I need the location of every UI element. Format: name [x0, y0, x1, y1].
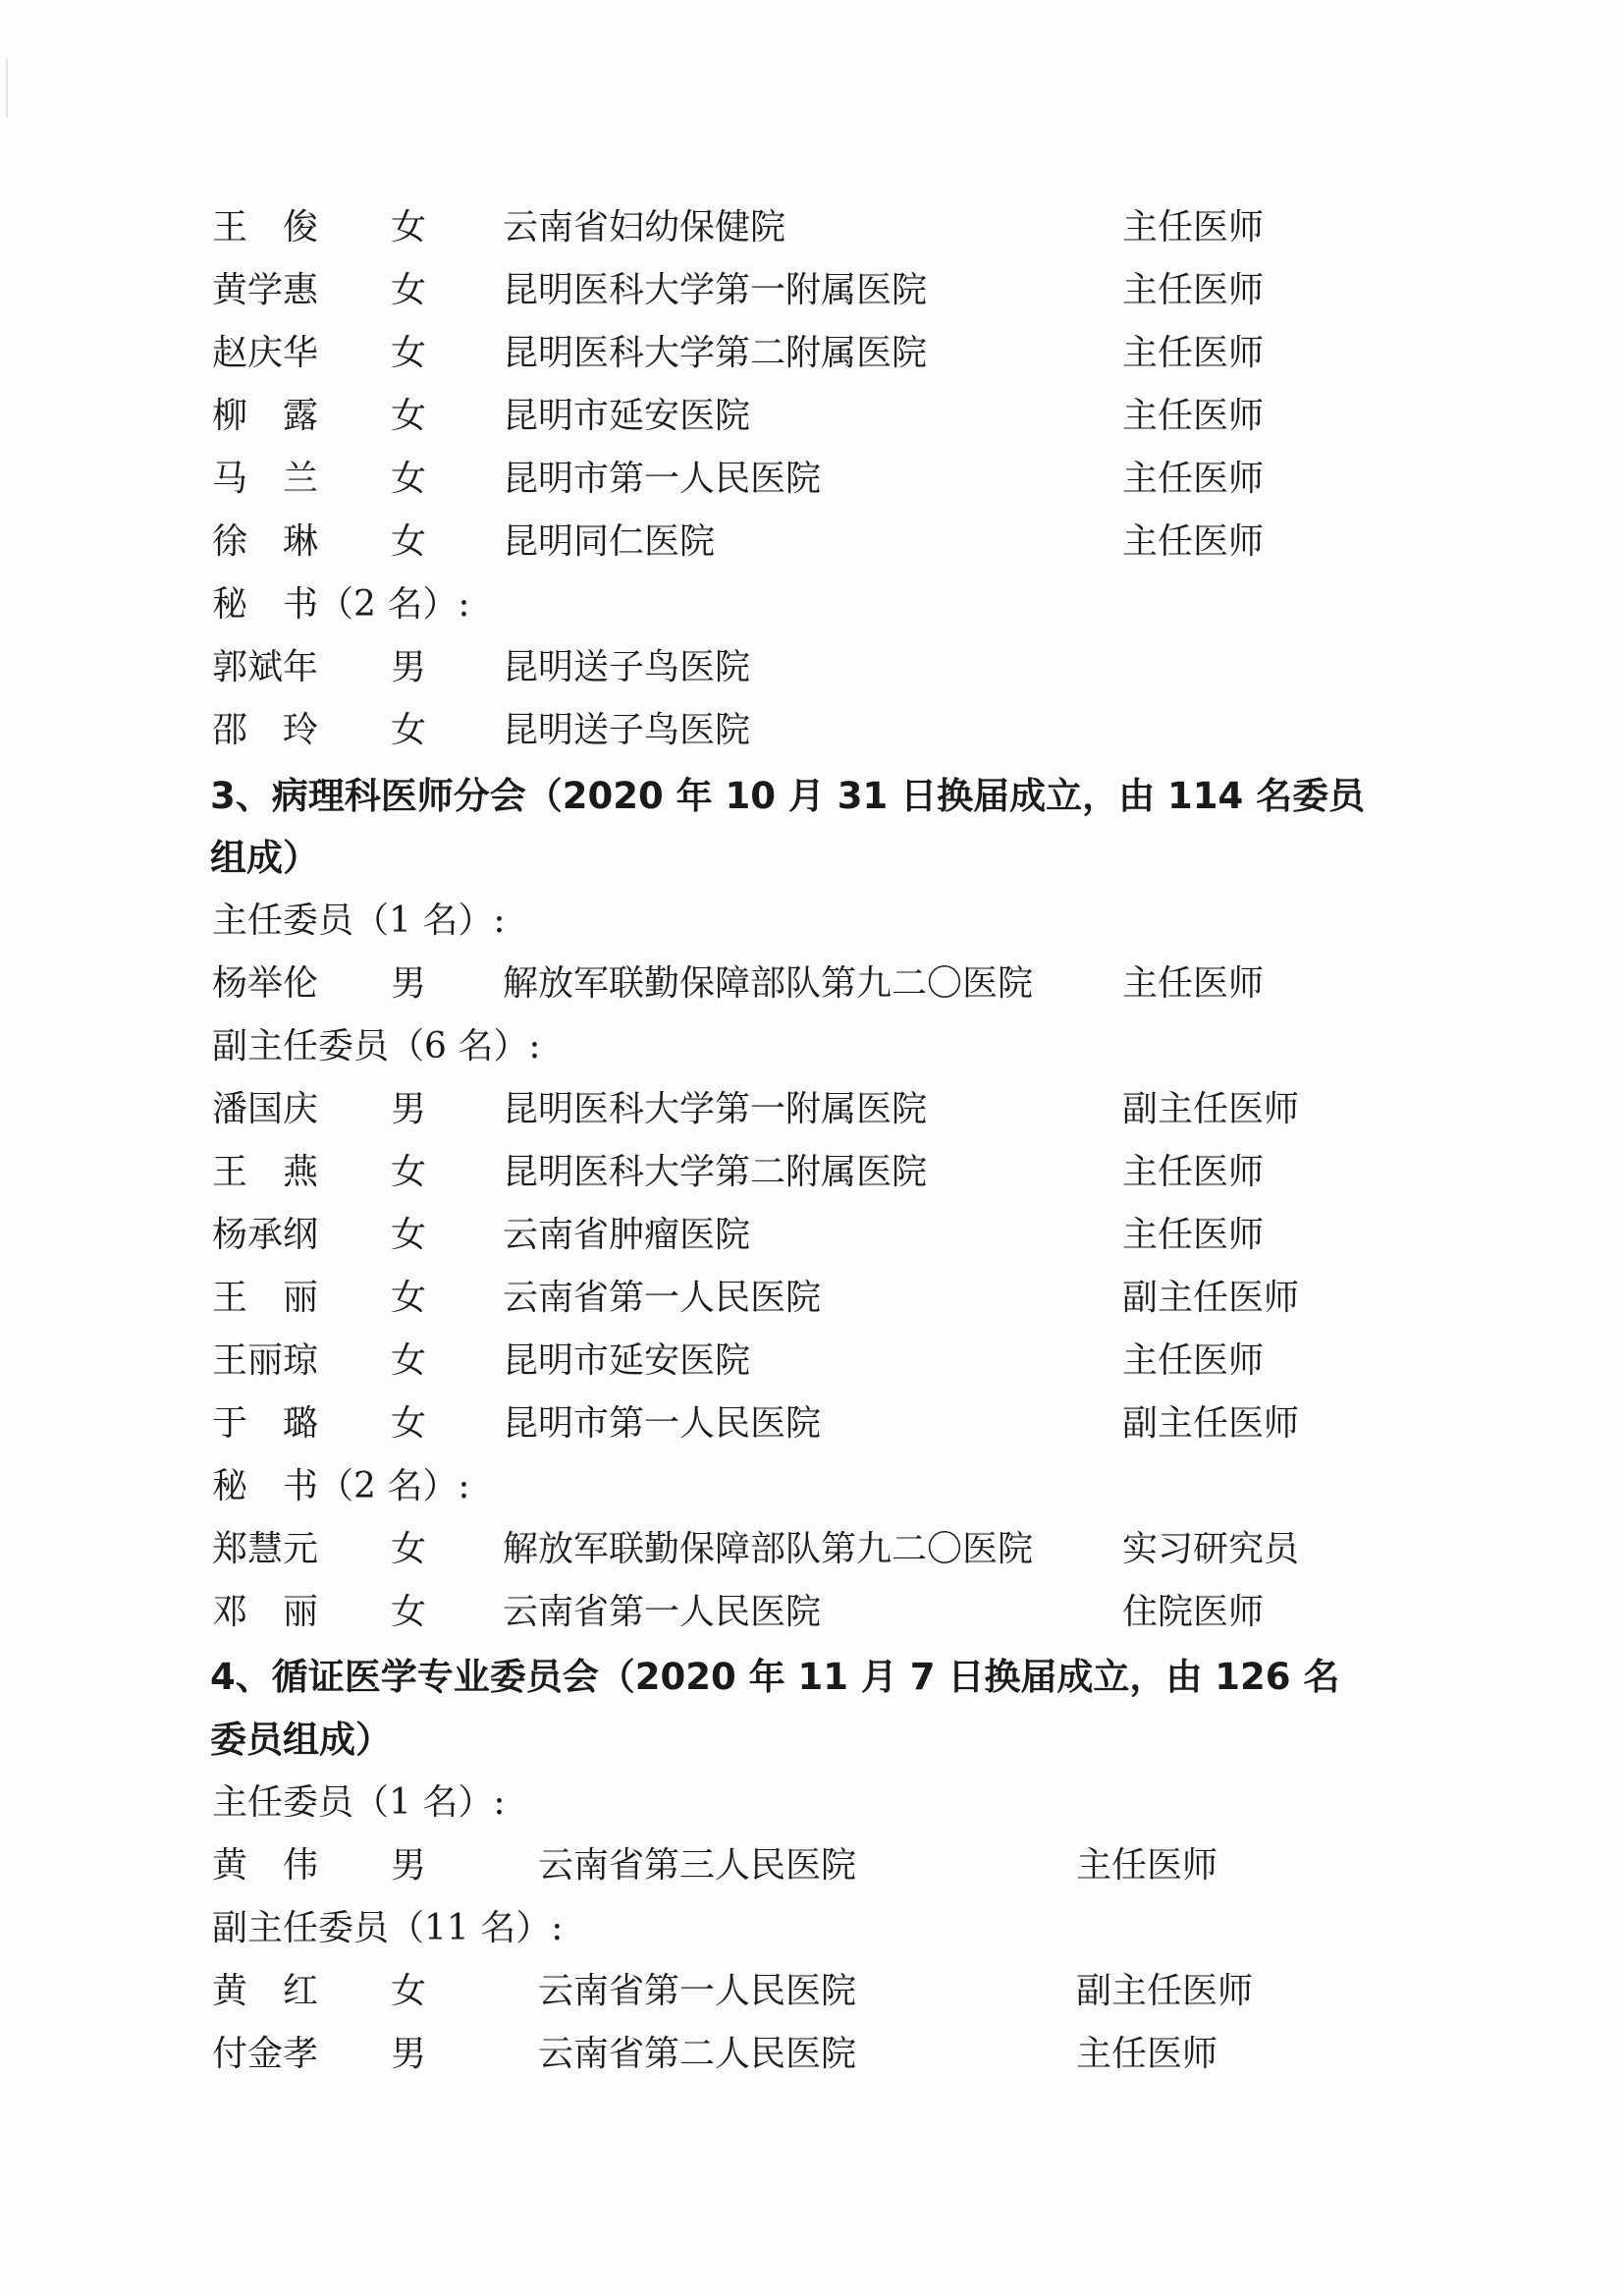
vice-chair-label: 副主任委员（11 名）: [212, 1908, 564, 1948]
member-name: 柳 露 [212, 396, 319, 436]
member-org: 昆明市第一人民医院 [503, 459, 822, 499]
member-name: 黄 红 [212, 1971, 319, 2011]
member-org: 云南省第二人民医院 [538, 2034, 857, 2074]
member-gender: 女 [391, 710, 427, 750]
member-title: 主任医师 [1076, 1845, 1218, 1886]
member-gender: 女 [391, 459, 427, 499]
member-name: 郭斌年 [212, 647, 319, 687]
member-gender: 女 [391, 1592, 427, 1632]
member-title: 副主任医师 [1122, 1278, 1300, 1318]
chair-label: 主任委员（1 名）: [212, 901, 506, 941]
member-name: 郑慧元 [212, 1529, 319, 1569]
member-title: 住院医师 [1122, 1592, 1265, 1632]
member-row [0, 1330, 1623, 1393]
member-row [0, 448, 1623, 511]
member-title: 主任医师 [1122, 270, 1265, 310]
member-row [0, 259, 1623, 322]
member-row [0, 953, 1623, 1015]
member-org: 昆明市第一人民医院 [503, 1403, 822, 1444]
member-row [0, 2023, 1623, 2086]
member-title: 主任医师 [1122, 1152, 1265, 1192]
member-title: 主任医师 [1122, 207, 1265, 247]
member-org: 昆明医科大学第二附属医院 [503, 1152, 928, 1192]
member-title: 主任医师 [1122, 459, 1265, 499]
member-name: 杨承纲 [212, 1215, 319, 1255]
member-row [0, 1204, 1623, 1267]
member-row [0, 1267, 1623, 1330]
member-name: 王 丽 [212, 1278, 319, 1318]
member-gender: 女 [391, 1340, 427, 1381]
member-org: 云南省第三人民医院 [538, 1845, 857, 1886]
member-title: 主任医师 [1076, 2034, 1218, 2074]
member-org: 云南省妇幼保健院 [503, 207, 786, 247]
member-name: 王 俊 [212, 207, 319, 247]
member-gender: 女 [391, 1278, 427, 1318]
member-row [0, 1834, 1623, 1897]
member-row [0, 1960, 1623, 2023]
member-org: 昆明送子鸟医院 [503, 710, 751, 750]
member-title: 主任医师 [1122, 963, 1265, 1004]
section-heading: 4、循证医学专业委员会（2020 年 11 月 7 日换届成立，由 126 名 [210, 1656, 1340, 1698]
member-row [0, 322, 1623, 385]
member-title: 主任医师 [1122, 333, 1265, 373]
member-gender: 女 [391, 521, 427, 562]
member-name: 赵庆华 [212, 333, 319, 373]
vice-chair-label: 副主任委员（6 名）: [212, 1026, 541, 1066]
member-name: 徐 琳 [212, 521, 319, 562]
member-name: 黄学惠 [212, 270, 319, 310]
member-name: 于 璐 [212, 1403, 319, 1444]
member-org: 昆明送子鸟医院 [503, 647, 751, 687]
member-title: 副主任医师 [1122, 1403, 1300, 1444]
member-gender: 女 [391, 1152, 427, 1192]
member-name: 杨举伦 [212, 963, 319, 1004]
member-title: 副主任医师 [1076, 1971, 1254, 2011]
member-name: 黄 伟 [212, 1845, 319, 1886]
section-heading-continued: 组成） [210, 837, 319, 879]
member-name: 付金孝 [212, 2034, 319, 2074]
member-title: 实习研究员 [1122, 1529, 1300, 1569]
member-org: 昆明市延安医院 [503, 1340, 751, 1381]
section-heading: 3、病理科医师分会（2020 年 10 月 31 日换届成立，由 114 名委员 [210, 775, 1366, 817]
member-name: 王丽琼 [212, 1340, 319, 1381]
member-gender: 男 [391, 2034, 427, 2074]
chair-label: 主任委员（1 名）: [212, 1782, 506, 1823]
member-row [0, 385, 1623, 448]
member-row [0, 1141, 1623, 1204]
member-gender: 女 [391, 270, 427, 310]
member-gender: 女 [391, 1971, 427, 2011]
member-name: 邵 玲 [212, 710, 319, 750]
member-org: 云南省第一人民医院 [538, 1971, 857, 2011]
member-org: 云南省第一人民医院 [503, 1592, 822, 1632]
member-row [0, 699, 1623, 762]
member-org: 昆明同仁医院 [503, 521, 716, 562]
member-gender: 女 [391, 333, 427, 373]
member-row [0, 1393, 1623, 1455]
member-gender: 男 [391, 1089, 427, 1129]
member-gender: 男 [391, 647, 427, 687]
member-org: 昆明市延安医院 [503, 396, 751, 436]
member-name: 王 燕 [212, 1152, 319, 1192]
member-org: 解放军联勤保障部队第九二〇医院 [503, 1529, 1034, 1569]
member-gender: 女 [391, 1403, 427, 1444]
member-title: 主任医师 [1122, 1215, 1265, 1255]
member-gender: 女 [391, 396, 427, 436]
member-gender: 男 [391, 1845, 427, 1886]
secretary-label: 秘 书（2 名）: [212, 1466, 470, 1506]
member-gender: 男 [391, 963, 427, 1004]
secretary-label: 秘 书（2 名）: [212, 584, 470, 625]
member-row [0, 1518, 1623, 1581]
member-title: 主任医师 [1122, 396, 1265, 436]
member-row [0, 1581, 1623, 1644]
member-row [0, 636, 1623, 699]
member-row [0, 511, 1623, 574]
member-org: 解放军联勤保障部队第九二〇医院 [503, 963, 1034, 1004]
member-org: 云南省第一人民医院 [503, 1278, 822, 1318]
member-org: 云南省肿瘤医院 [503, 1215, 751, 1255]
member-title: 主任医师 [1122, 1340, 1265, 1381]
member-gender: 女 [391, 1529, 427, 1569]
member-org: 昆明医科大学第一附属医院 [503, 270, 928, 310]
member-gender: 女 [391, 1215, 427, 1255]
member-row [0, 196, 1623, 259]
member-name: 马 兰 [212, 459, 319, 499]
member-name: 邓 丽 [212, 1592, 319, 1632]
member-row [0, 1078, 1623, 1141]
member-title: 主任医师 [1122, 521, 1265, 562]
member-org: 昆明医科大学第二附属医院 [503, 333, 928, 373]
member-name: 潘国庆 [212, 1089, 319, 1129]
member-org: 昆明医科大学第一附属医院 [503, 1089, 928, 1129]
scan-edge-mark [6, 59, 8, 118]
member-gender: 女 [391, 207, 427, 247]
section-heading-continued: 委员组成） [210, 1719, 392, 1761]
member-title: 副主任医师 [1122, 1089, 1300, 1129]
